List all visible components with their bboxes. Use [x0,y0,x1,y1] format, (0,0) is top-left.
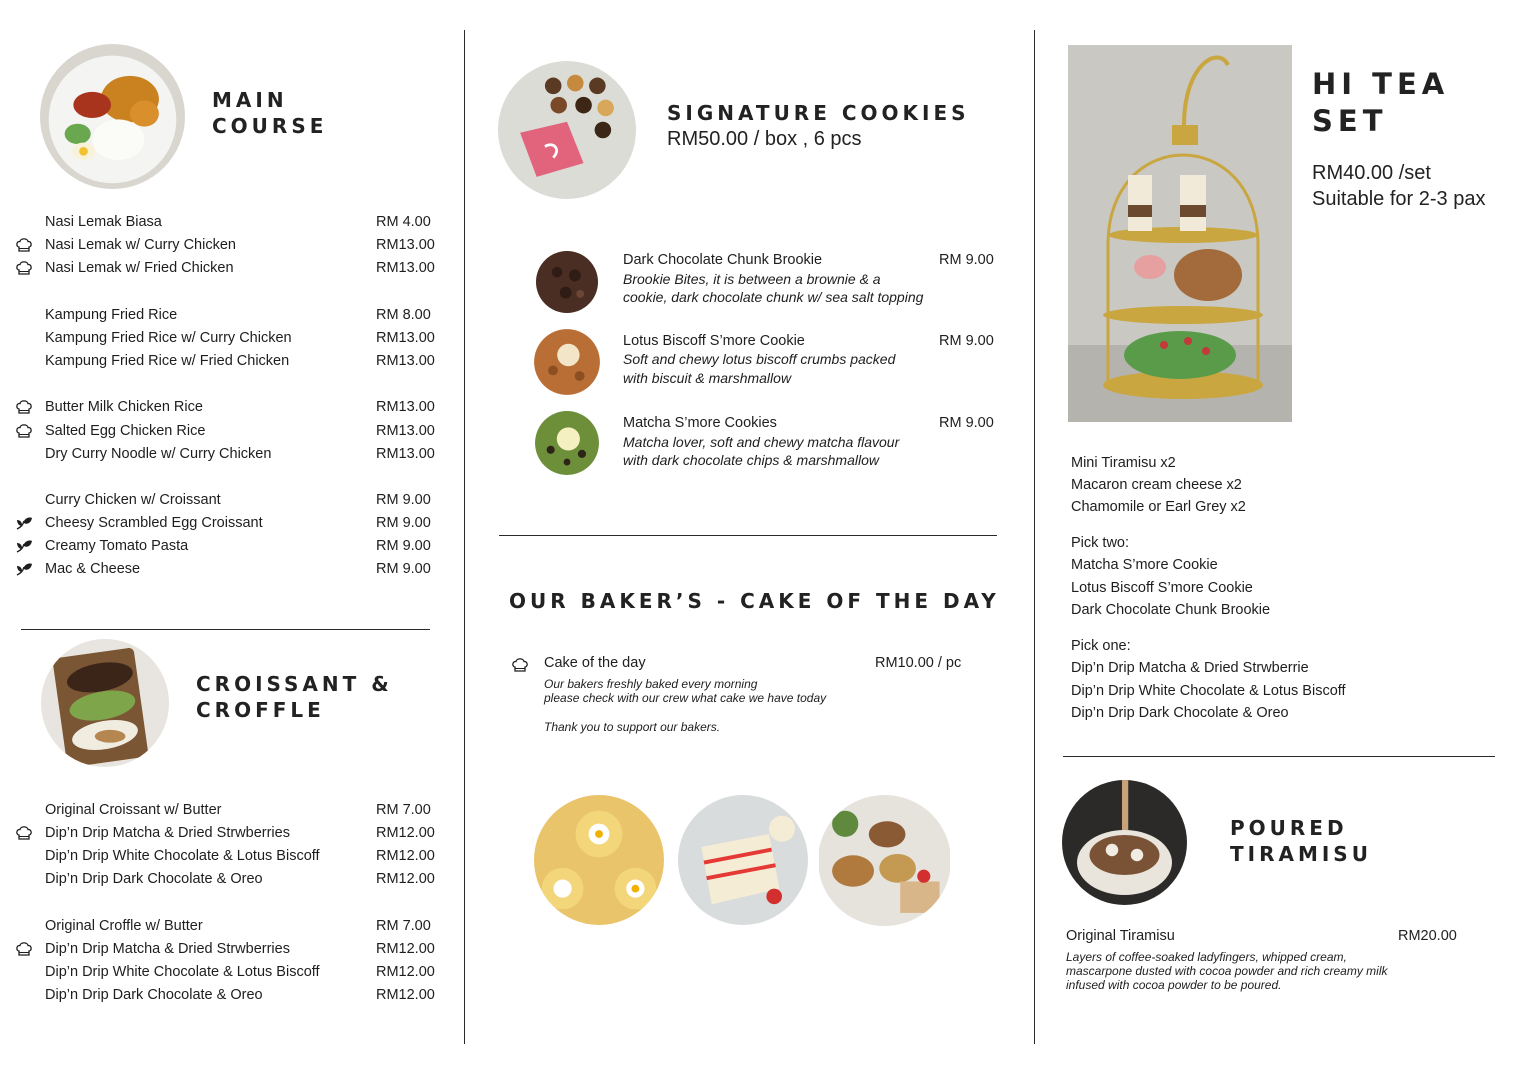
lotus-cookie-photo [532,327,602,397]
list-item: Lotus Biscoff S’more Cookie [1071,580,1253,596]
cupcakes-photo [534,795,664,925]
leaf-icon [15,515,33,531]
tiramisu-price: RM20.00 [1398,928,1457,944]
item-price: RM13.00 [376,237,435,253]
item-price: RM12.00 [376,941,435,957]
item-description: with biscuit & marshmallow [623,370,792,386]
item-price: RM13.00 [376,399,435,415]
item-price: RM12.00 [376,848,435,864]
chef-hat-icon [15,825,33,841]
pick-one-label: Pick one: [1071,638,1131,654]
column-divider-right [1034,30,1035,1044]
cookies-heading: SIGNATURE COOKIES [667,101,970,125]
list-item: Dip’n Drip Dark Chocolate & Oreo [45,871,263,887]
list-item: Mac & Cheese [45,561,141,577]
strawberry-cake-photo [678,795,808,925]
item-description: Brookie Bites, it is between a brownie & a [623,271,881,287]
list-item: Kampung Fried Rice [45,307,178,323]
croissant-photo [41,639,169,767]
cake-heading: OUR BAKER’S - CAKE OF THE DAY [509,589,1000,613]
list-item: Macaron cream cheese x2 [1071,477,1242,493]
list-item: Nasi Lemak w/ Fried Chicken [45,260,234,276]
item-price: RM 9.00 [939,333,994,349]
item-description: with dark chocolate chips & marshmallow [623,452,879,468]
tiramisu-heading: POURED TIRAMISU [1230,816,1372,866]
list-item: Original Croissant w/ Butter [45,802,222,818]
section-divider [1063,756,1495,757]
hi-tea-pax: Suitable for 2-3 pax [1312,188,1486,210]
cookies-box-price: RM50.00 / box , 6 pcs [667,128,862,150]
chef-hat-icon [511,657,529,673]
hi-tea-heading: HI TEA SET [1312,67,1450,138]
cake-description: please check with our crew what cake we have today [544,691,827,705]
item-price: RM12.00 [376,987,435,1003]
cake-name: Cake of the day [544,655,646,671]
list-item: Dip’n Drip Matcha & Dried Strwberrie [1071,660,1309,676]
list-item: Kampung Fried Rice w/ Curry Chicken [45,330,292,346]
item-price: RM 9.00 [376,538,431,554]
list-item: Nasi Lemak Biasa [45,214,162,230]
item-description: cookie, dark chocolate chunk w/ sea salt topping [623,289,924,305]
brookie-photo [532,249,602,315]
item-price: RM 4.00 [376,214,431,230]
item-description: Matcha lover, soft and chewy matcha flavour [623,434,900,450]
main-course-photo [40,44,185,189]
tiramisu-description: Layers of coffee-soaked ladyfingers, whipped cream, [1066,950,1347,964]
list-item: Dip’n Drip White Chocolate & Lotus Biscoff [1071,683,1346,699]
list-item: Kampung Fried Rice w/ Fried Chicken [45,353,290,369]
list-item: Dip’n Drip White Chocolate & Lotus Biscoff [45,848,320,864]
list-item: Dry Curry Noodle w/ Curry Chicken [45,446,272,462]
list-item: Butter Milk Chicken Rice [45,399,203,415]
hi-tea-stand-photo [1068,45,1292,422]
cake-price: RM10.00 / pc [875,655,962,671]
hi-tea-price: RM40.00 /set [1312,162,1431,184]
main-course-heading: MAIN COURSE [212,88,328,138]
chef-hat-icon [15,423,33,439]
column-divider-left [464,30,465,1044]
item-price: RM12.00 [376,825,435,841]
list-item: Dip’n Drip Dark Chocolate & Oreo [1071,705,1289,721]
list-item: Cheesy Scrambled Egg Croissant [45,515,263,531]
list-item: Lotus Biscoff S’more Cookie [623,333,805,349]
cake-thanks: Thank you to support our bakers. [544,720,721,734]
chef-hat-icon [15,941,33,957]
list-item: Original Croffle w/ Butter [45,918,203,934]
item-price: RM13.00 [376,446,435,462]
list-item: Salted Egg Chicken Rice [45,423,206,439]
list-item: Dip’n Drip Matcha & Dried Strwberries [45,941,290,957]
list-item: Mini Tiramisu x2 [1071,455,1176,471]
list-item: Dip’n Drip Matcha & Dried Strwberries [45,825,290,841]
leaf-icon [15,561,33,577]
item-price: RM13.00 [376,423,435,439]
list-item: Dip’n Drip Dark Chocolate & Oreo [45,987,263,1003]
tiramisu-description: mascarpone dusted with cocoa powder and rich creamy milk [1066,964,1388,978]
item-price: RM13.00 [376,353,435,369]
list-item: Curry Chicken w/ Croissant [45,492,221,508]
item-description: Soft and chewy lotus biscoff crumbs packed [623,351,896,367]
list-item: Matcha S’more Cookie [1071,557,1218,573]
list-item: Creamy Tomato Pasta [45,538,189,554]
tiramisu-photo [1062,780,1187,905]
list-item: Nasi Lemak w/ Curry Chicken [45,237,236,253]
tiramisu-description: infused with cocoa powder to be poured. [1066,978,1282,992]
list-item: Chamomile or Earl Grey x2 [1071,499,1246,515]
list-item: Matcha S’more Cookies [623,415,777,431]
item-price: RM 8.00 [376,307,431,323]
item-price: RM 7.00 [376,802,431,818]
chef-hat-icon [15,399,33,415]
section-divider [21,629,430,630]
item-price: RM12.00 [376,871,435,887]
item-price: RM 9.00 [376,515,431,531]
item-price: RM13.00 [376,260,435,276]
item-price: RM13.00 [376,330,435,346]
bundt-cakes-photo [818,795,951,926]
item-price: RM12.00 [376,964,435,980]
tiramisu-name: Original Tiramisu [1066,928,1175,944]
item-price: RM 9.00 [376,561,431,577]
matcha-cookie-photo [530,409,604,477]
cookies-box-photo [498,61,636,199]
list-item: Dip’n Drip White Chocolate & Lotus Biscoff [45,964,320,980]
item-price: RM 9.00 [376,492,431,508]
item-price: RM 9.00 [939,415,994,431]
item-price: RM 9.00 [939,252,994,268]
list-item: Dark Chocolate Chunk Brookie [623,252,823,268]
leaf-icon [15,538,33,554]
section-divider [499,535,997,536]
chef-hat-icon [15,260,33,276]
item-price: RM 7.00 [376,918,431,934]
chef-hat-icon [15,237,33,253]
pick-two-label: Pick two: [1071,535,1130,551]
list-item: Dark Chocolate Chunk Brookie [1071,602,1271,618]
croissant-heading: CROISSANT & CROFFLE [196,672,393,722]
cake-description: Our bakers freshly baked every morning [544,677,758,691]
